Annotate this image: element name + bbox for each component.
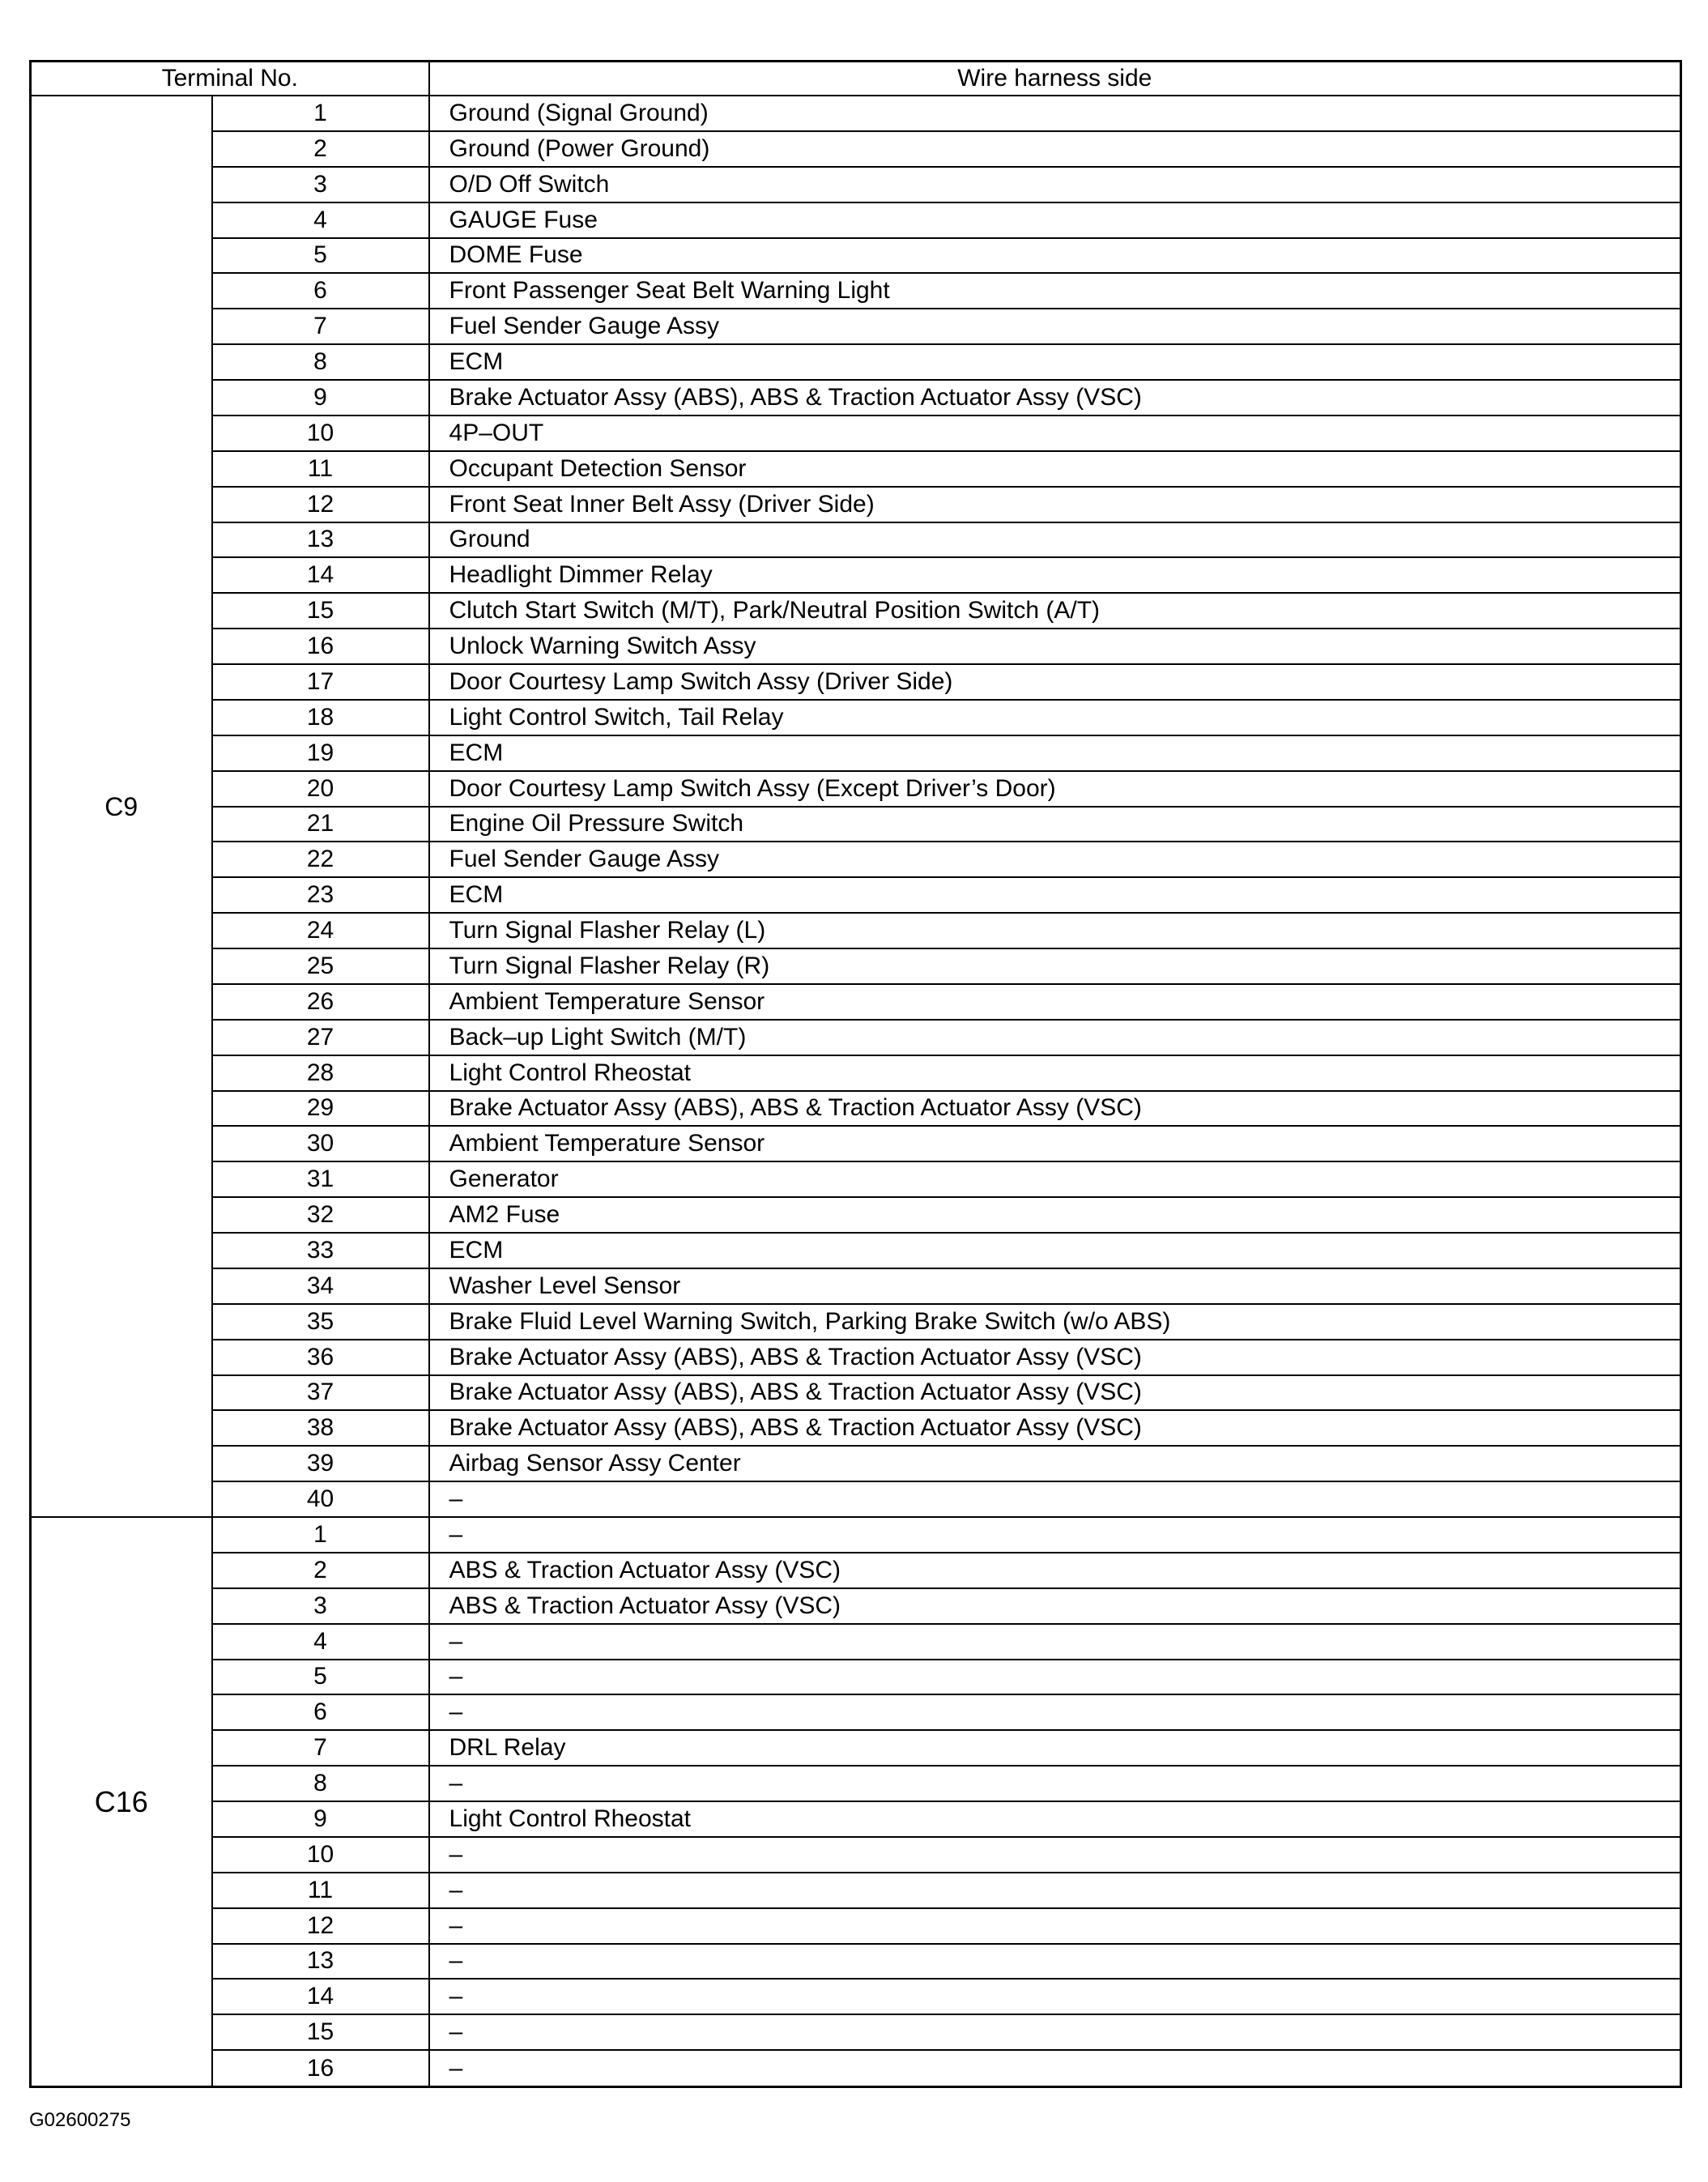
terminal-number: 10 (212, 1837, 429, 1873)
wire-harness-description: Door Courtesy Lamp Switch Assy (Except Driver’s Door) (429, 771, 1681, 807)
table-row (31, 1161, 1681, 1197)
table-row (31, 167, 1681, 202)
table-row (31, 1126, 1681, 1161)
terminal-number: 16 (212, 2050, 429, 2086)
wire-harness-description: – (429, 1624, 1681, 1660)
terminal-number: 21 (212, 807, 429, 842)
table-row (31, 96, 1681, 131)
terminal-number: 7 (212, 1730, 429, 1766)
wire-harness-description: Light Control Rheostat (429, 1055, 1681, 1091)
table-row (31, 700, 1681, 735)
terminal-number: 39 (212, 1446, 429, 1481)
table-row (31, 273, 1681, 309)
terminal-number: 35 (212, 1304, 429, 1340)
wire-harness-description: 4P–OUT (429, 416, 1681, 451)
table-row (31, 487, 1681, 522)
table-row (31, 1517, 1681, 1553)
terminal-number: 14 (212, 1979, 429, 2014)
wire-harness-description: O/D Off Switch (429, 167, 1681, 202)
table-body (31, 96, 1681, 2087)
terminal-number: 10 (212, 416, 429, 451)
wire-harness-description: Door Courtesy Lamp Switch Assy (Driver Side) (429, 664, 1681, 700)
wire-harness-description: – (429, 2014, 1681, 2050)
terminal-table-container (29, 60, 1680, 2088)
table-row (31, 1588, 1681, 1624)
terminal-number: 14 (212, 557, 429, 593)
terminal-number: 13 (212, 1944, 429, 1980)
wire-harness-description: – (429, 1837, 1681, 1873)
table-row (31, 380, 1681, 416)
table-row (31, 1375, 1681, 1411)
wire-harness-description: ECM (429, 1233, 1681, 1268)
terminal-number: 8 (212, 1766, 429, 1801)
terminal-number: 11 (212, 451, 429, 487)
terminal-number: 1 (212, 96, 429, 131)
terminal-number: 30 (212, 1126, 429, 1161)
wire-harness-description: – (429, 2050, 1681, 2086)
wire-harness-description: – (429, 1944, 1681, 1980)
terminal-number: 18 (212, 700, 429, 735)
wire-harness-description: – (429, 1908, 1681, 1944)
terminal-number: 33 (212, 1233, 429, 1268)
wire-harness-description: DRL Relay (429, 1730, 1681, 1766)
wire-harness-description: Brake Fluid Level Warning Switch, Parking Brake Switch (w/o ABS) (429, 1304, 1681, 1340)
table-row (31, 1908, 1681, 1944)
wire-harness-description: AM2 Fuse (429, 1197, 1681, 1233)
table-row (31, 1873, 1681, 1908)
terminal-number: 15 (212, 593, 429, 629)
terminal-number: 8 (212, 344, 429, 380)
table-row (31, 344, 1681, 380)
wire-harness-description: Clutch Start Switch (M/T), Park/Neutral Position Switch (A/T) (429, 593, 1681, 629)
terminal-number: 4 (212, 202, 429, 238)
table-row (31, 238, 1681, 274)
wire-harness-description: Brake Actuator Assy (ABS), ABS & Traction Actuator Assy (VSC) (429, 1091, 1681, 1127)
terminal-number: 25 (212, 948, 429, 984)
terminal-number: 24 (212, 913, 429, 948)
wire-harness-description: – (429, 1660, 1681, 1695)
wire-harness-description: – (429, 1766, 1681, 1801)
terminal-number: 12 (212, 1908, 429, 1944)
table-row (31, 1730, 1681, 1766)
wire-harness-description: – (429, 1979, 1681, 2014)
table-row (31, 557, 1681, 593)
table-row (31, 1268, 1681, 1304)
table-row (31, 1446, 1681, 1481)
table-row (31, 1944, 1681, 1980)
wire-harness-description: – (429, 1694, 1681, 1730)
table-row (31, 807, 1681, 842)
terminal-number: 3 (212, 1588, 429, 1624)
connector-label: C9 (31, 96, 212, 1517)
table-row (31, 1055, 1681, 1091)
table-row (31, 1481, 1681, 1517)
wire-harness-description: Turn Signal Flasher Relay (L) (429, 913, 1681, 948)
table-row (31, 913, 1681, 948)
terminal-number: 1 (212, 1517, 429, 1553)
wire-harness-description: Ground (Signal Ground) (429, 96, 1681, 131)
table-row (31, 1340, 1681, 1375)
table-row (31, 984, 1681, 1020)
terminal-number: 5 (212, 238, 429, 274)
table-header-row (31, 62, 1681, 96)
terminal-number: 22 (212, 842, 429, 877)
wire-harness-description: ABS & Traction Actuator Assy (VSC) (429, 1553, 1681, 1588)
table-row (31, 1979, 1681, 2014)
table-row (31, 593, 1681, 629)
wire-harness-description: Occupant Detection Sensor (429, 451, 1681, 487)
table-row (31, 416, 1681, 451)
terminal-number: 36 (212, 1340, 429, 1375)
wire-harness-description: Washer Level Sensor (429, 1268, 1681, 1304)
terminal-number: 6 (212, 273, 429, 309)
wire-harness-description: Fuel Sender Gauge Assy (429, 309, 1681, 344)
terminal-number: 23 (212, 877, 429, 913)
table-row (31, 664, 1681, 700)
terminal-number: 2 (212, 1553, 429, 1588)
wire-harness-description: Turn Signal Flasher Relay (R) (429, 948, 1681, 984)
terminal-number: 37 (212, 1375, 429, 1411)
wire-harness-description: Unlock Warning Switch Assy (429, 629, 1681, 664)
terminal-number: 6 (212, 1694, 429, 1730)
table-row (31, 1553, 1681, 1588)
table-row (31, 1837, 1681, 1873)
terminal-number: 11 (212, 1873, 429, 1908)
table-row (31, 2014, 1681, 2050)
terminal-number: 9 (212, 380, 429, 416)
table-row (31, 1233, 1681, 1268)
wire-harness-description: Ambient Temperature Sensor (429, 984, 1681, 1020)
terminal-number: 26 (212, 984, 429, 1020)
wire-harness-description: ECM (429, 735, 1681, 771)
terminal-number: 15 (212, 2014, 429, 2050)
table-row (31, 842, 1681, 877)
table-row (31, 2050, 1681, 2086)
wire-harness-description: Generator (429, 1161, 1681, 1197)
wire-harness-description: Front Passenger Seat Belt Warning Light (429, 273, 1681, 309)
table-row (31, 771, 1681, 807)
wire-harness-description: ECM (429, 877, 1681, 913)
table-row (31, 1801, 1681, 1837)
table-row (31, 1694, 1681, 1730)
terminal-no-header: Terminal No. (31, 62, 429, 96)
terminal-number: 38 (212, 1410, 429, 1446)
terminal-number: 20 (212, 771, 429, 807)
wire-harness-description: DOME Fuse (429, 238, 1681, 274)
table-row (31, 948, 1681, 984)
table-row (31, 1020, 1681, 1055)
terminal-number: 17 (212, 664, 429, 700)
table-row (31, 1197, 1681, 1233)
terminal-number: 9 (212, 1801, 429, 1837)
terminal-number: 4 (212, 1624, 429, 1660)
wire-harness-description: – (429, 1517, 1681, 1553)
wire-harness-description: Brake Actuator Assy (ABS), ABS & Traction Actuator Assy (VSC) (429, 1410, 1681, 1446)
terminal-number: 12 (212, 487, 429, 522)
figure-id: G02600275 (29, 2109, 131, 2131)
connector-label: C16 (31, 1517, 212, 2087)
table-row (31, 1091, 1681, 1127)
wire-harness-description: Back–up Light Switch (M/T) (429, 1020, 1681, 1055)
terminal-number: 40 (212, 1481, 429, 1517)
terminal-table (29, 60, 1682, 2088)
wire-harness-description: Fuel Sender Gauge Assy (429, 842, 1681, 877)
table-row (31, 877, 1681, 913)
terminal-number: 13 (212, 522, 429, 558)
wire-harness-description: – (429, 1873, 1681, 1908)
terminal-number: 29 (212, 1091, 429, 1127)
table-row (31, 1766, 1681, 1801)
wire-harness-description: Airbag Sensor Assy Center (429, 1446, 1681, 1481)
wire-harness-description: Headlight Dimmer Relay (429, 557, 1681, 593)
wire-harness-description: Ambient Temperature Sensor (429, 1126, 1681, 1161)
wire-harness-description: Brake Actuator Assy (ABS), ABS & Traction Actuator Assy (VSC) (429, 1375, 1681, 1411)
terminal-number: 19 (212, 735, 429, 771)
wire-harness-description: Ground (429, 522, 1681, 558)
terminal-number: 31 (212, 1161, 429, 1197)
wire-harness-description: – (429, 1481, 1681, 1517)
wire-harness-description: Ground (Power Ground) (429, 131, 1681, 167)
terminal-number: 28 (212, 1055, 429, 1091)
wire-harness-description: ECM (429, 344, 1681, 380)
table-row (31, 629, 1681, 664)
table-row (31, 1624, 1681, 1660)
table-row (31, 131, 1681, 167)
wire-harness-description: Light Control Switch, Tail Relay (429, 700, 1681, 735)
table-row (31, 202, 1681, 238)
table-row (31, 1410, 1681, 1446)
terminal-number: 5 (212, 1660, 429, 1695)
table-row (31, 1304, 1681, 1340)
terminal-number: 16 (212, 629, 429, 664)
wire-harness-description: GAUGE Fuse (429, 202, 1681, 238)
terminal-number: 27 (212, 1020, 429, 1055)
terminal-number: 2 (212, 131, 429, 167)
table-row (31, 522, 1681, 558)
wire-harness-description: Light Control Rheostat (429, 1801, 1681, 1837)
terminal-number: 7 (212, 309, 429, 344)
wire-harness-header: Wire harness side (429, 62, 1681, 96)
table-row (31, 735, 1681, 771)
table-row (31, 451, 1681, 487)
wire-harness-description: Brake Actuator Assy (ABS), ABS & Traction Actuator Assy (VSC) (429, 1340, 1681, 1375)
table-row (31, 309, 1681, 344)
wire-harness-description: Brake Actuator Assy (ABS), ABS & Traction Actuator Assy (VSC) (429, 380, 1681, 416)
terminal-number: 34 (212, 1268, 429, 1304)
wire-harness-description: Engine Oil Pressure Switch (429, 807, 1681, 842)
table-row (31, 1660, 1681, 1695)
terminal-number: 3 (212, 167, 429, 202)
wire-harness-description: Front Seat Inner Belt Assy (Driver Side) (429, 487, 1681, 522)
wire-harness-description: ABS & Traction Actuator Assy (VSC) (429, 1588, 1681, 1624)
terminal-number: 32 (212, 1197, 429, 1233)
